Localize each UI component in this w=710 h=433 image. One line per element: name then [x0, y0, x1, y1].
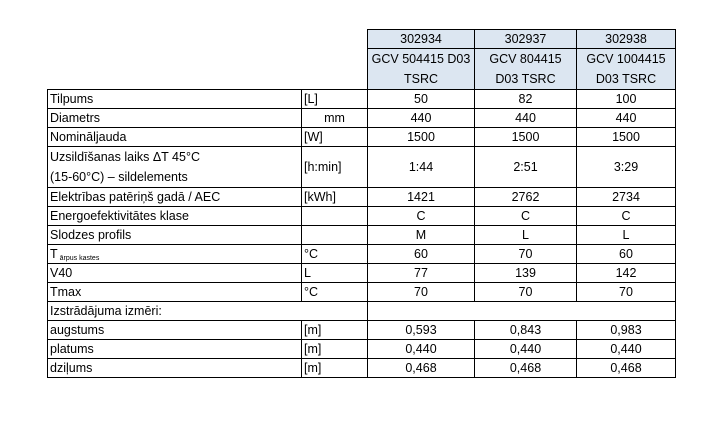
row-value: L: [577, 226, 676, 245]
model-header: GCV 804415 D03 TSRC: [475, 49, 577, 90]
row-value: 1:44: [368, 147, 475, 188]
row-value: 70: [577, 283, 676, 302]
row-value: 70: [475, 283, 577, 302]
row-unit: [m]: [302, 340, 368, 359]
row-value: 2734: [577, 188, 676, 207]
row-value: 0,843: [475, 321, 577, 340]
row-value: 2762: [475, 188, 577, 207]
row-value: 77: [368, 264, 475, 283]
row-value: 440: [577, 109, 676, 128]
row-volume: [48, 90, 676, 109]
row-label: Energoefektivitātes klase: [48, 207, 302, 226]
row-unit: [m]: [302, 359, 368, 378]
row-value: C: [475, 207, 577, 226]
row-unit: °C: [302, 283, 368, 302]
row-heating-time: [48, 147, 676, 188]
row-diameter: [48, 109, 676, 128]
row-value: 1421: [368, 188, 475, 207]
model-header: GCV 1004415 D03 TSRC: [577, 49, 676, 90]
row-tmax: [48, 283, 676, 302]
row-energy-class: [48, 207, 676, 226]
code-header: 302934: [368, 30, 475, 49]
row-unit: [W]: [302, 128, 368, 147]
row-value: 1500: [475, 128, 577, 147]
row-value: 0,468: [475, 359, 577, 378]
row-value: 3:29: [577, 147, 676, 188]
blank-cell: [302, 30, 368, 49]
model-header-row: [48, 49, 676, 90]
blank-cell: [302, 49, 368, 90]
row-value: 142: [577, 264, 676, 283]
code-header: 302938: [577, 30, 676, 49]
model-header: GCV 504415 D03 TSRC: [368, 49, 475, 90]
row-depth: [48, 359, 676, 378]
row-value: 2:51: [475, 147, 577, 188]
row-value: 1500: [577, 128, 676, 147]
row-label: V40: [48, 264, 302, 283]
row-label: Elektrības patēriņš gadā / AEC: [48, 188, 302, 207]
row-value: C: [368, 207, 475, 226]
row-value: L: [475, 226, 577, 245]
row-load-profile: [48, 226, 676, 245]
row-v40: [48, 264, 676, 283]
row-value: 1500: [368, 128, 475, 147]
row-value: 0,440: [577, 340, 676, 359]
row-label: Nomināljauda: [48, 128, 302, 147]
row-value: 0,468: [577, 359, 676, 378]
row-consumption: [48, 188, 676, 207]
section-row: [48, 302, 676, 321]
row-label: T $_{ārpus kastes}$: [48, 245, 302, 264]
row-value: C: [577, 207, 676, 226]
row-value: 100: [577, 90, 676, 109]
row-value: 82: [475, 90, 577, 109]
row-height: [48, 321, 676, 340]
code-header: 302937: [475, 30, 577, 49]
row-value: 139: [475, 264, 577, 283]
spec-table: [47, 29, 676, 378]
row-label: Slodzes profils: [48, 226, 302, 245]
row-label: Tmax: [48, 283, 302, 302]
row-value: 440: [368, 109, 475, 128]
row-value: 0,468: [368, 359, 475, 378]
row-value: 50: [368, 90, 475, 109]
blank-cell: [48, 49, 302, 90]
section-blank: [368, 302, 676, 321]
row-value: 0,593: [368, 321, 475, 340]
row-unit: [h:min]: [302, 147, 368, 188]
row-value: 0,440: [475, 340, 577, 359]
row-temperature: [48, 245, 676, 264]
row-unit: [302, 207, 368, 226]
row-unit: [m]: [302, 321, 368, 340]
row-value: 60: [577, 245, 676, 264]
row-label: platums: [48, 340, 302, 359]
row-value: 70: [368, 283, 475, 302]
row-value: 60: [368, 245, 475, 264]
row-power: [48, 128, 676, 147]
row-unit: mm: [302, 109, 368, 128]
row-label: augstums: [48, 321, 302, 340]
code-header-row: [48, 30, 676, 49]
section-label: Izstrādājuma izmēri:: [48, 302, 368, 321]
row-unit: L: [302, 264, 368, 283]
row-label: dziļums: [48, 359, 302, 378]
row-label: Tilpums: [48, 90, 302, 109]
row-value: M: [368, 226, 475, 245]
row-unit: [302, 226, 368, 245]
row-value: 440: [475, 109, 577, 128]
row-value: 0,440: [368, 340, 475, 359]
row-label: Uzsildīšanas laiks ΔT 45°C (15-60°C) – sildelements: [48, 147, 302, 188]
blank-cell: [48, 30, 302, 49]
row-value: 0,983: [577, 321, 676, 340]
row-unit: °C: [302, 245, 368, 264]
row-width: [48, 340, 676, 359]
row-label: Diametrs: [48, 109, 302, 128]
row-unit: [L]: [302, 90, 368, 109]
row-value: 70: [475, 245, 577, 264]
row-unit: [kWh]: [302, 188, 368, 207]
